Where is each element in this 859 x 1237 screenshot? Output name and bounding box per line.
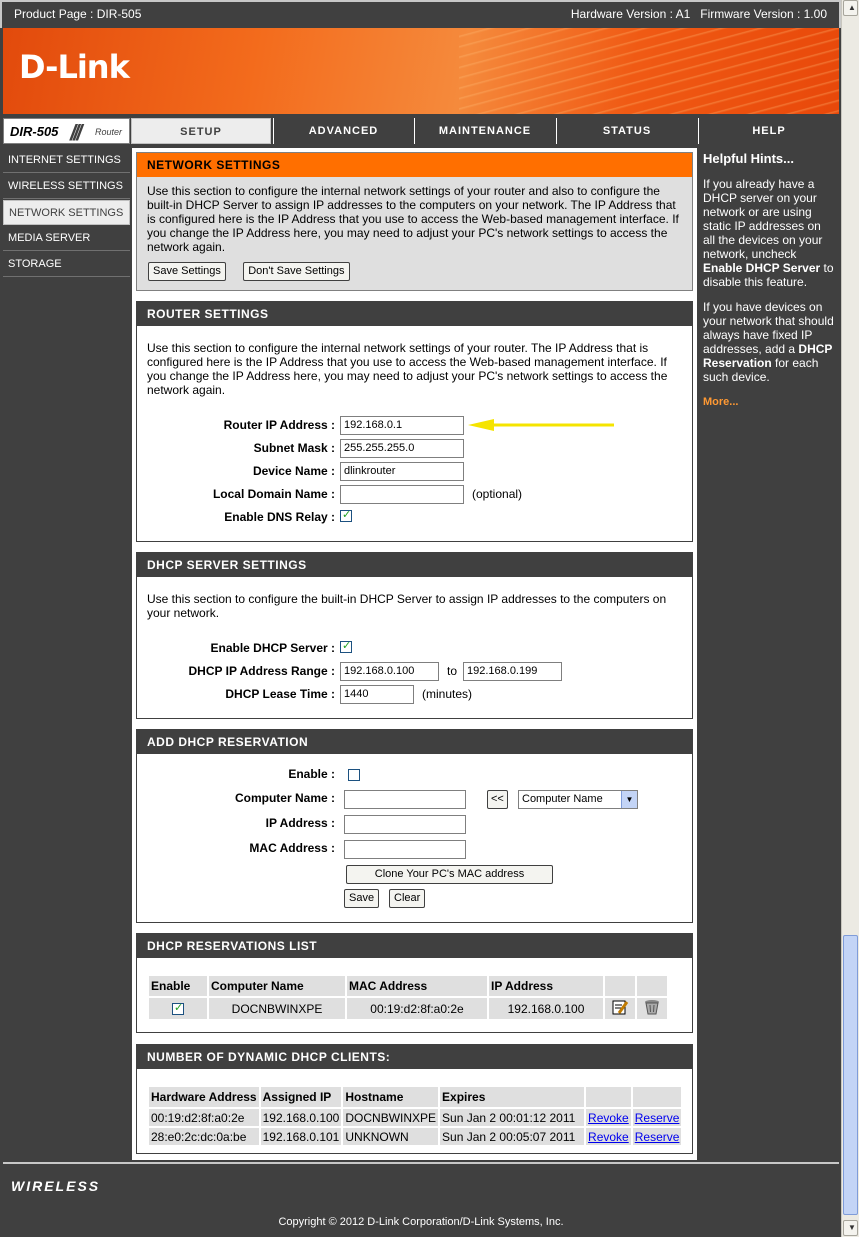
helpful-hints-title: Helpful Hints... [703,151,794,166]
reserve-link[interactable]: Reserve [634,1110,680,1125]
sidebar-item-network[interactable]: NETWORK SETTINGS [3,200,130,225]
add-reservation-title: ADD DHCP RESERVATION [137,730,692,754]
sidebar-item-storage[interactable]: STORAGE [3,252,130,277]
computer-name-select[interactable] [518,790,638,809]
dhcp-range-from-input[interactable]: 192.168.0.100 [340,662,439,681]
client-ip-cell: 192.168.0.100 [262,1110,340,1125]
dns-relay-checkbox[interactable] [340,510,352,522]
revoke-link[interactable]: Revoke [588,1110,629,1125]
dhcp-range-to-input[interactable]: 192.168.0.199 [463,662,562,681]
lease-time-input[interactable]: 1440 [340,685,414,704]
client-reserve-cell [633,1128,682,1145]
dynamic-clients-panel [136,1044,693,1154]
dlink-logo: D-Link [19,48,129,86]
dns-relay-label: Enable DNS Relay : [224,510,335,524]
col-assigned-ip: Assigned IP [261,1087,342,1107]
reservation-delete-cell [637,998,667,1019]
scroll-up-icon[interactable]: ▲ [843,0,858,16]
reservation-name-cell: DOCNBWINXPE [209,998,345,1019]
wireless-logo: WIRELESS [11,1178,101,1194]
reservation-computer-input[interactable] [344,790,466,809]
reservation-row-checkbox[interactable] [172,1003,184,1015]
scroll-down-icon[interactable]: ▼ [843,1220,858,1236]
col-expires: Expires [440,1087,584,1107]
device-name-label: Device Name : [252,464,335,478]
dhcp-range-to-label: to [447,664,458,678]
reservation-mac-input[interactable] [344,840,466,859]
network-settings-title: NETWORK SETTINGS [137,153,692,177]
enable-dhcp-checkbox[interactable] [340,641,352,653]
subnet-mask-input[interactable]: 255.255.255.0 [340,439,464,458]
col-delete [637,976,667,996]
main-nav [3,116,839,146]
clone-mac-button[interactable]: Clone Your PC's MAC address [346,865,553,884]
reservations-list-panel [136,933,693,1033]
network-settings-description: Use this section to configure the internal network settings of your router and also to configure the built-in DHCP Server to assign IP addresses to the computers on your network. The IP Address that is configured here is the IP Address that you use to access the Web-based management interface. If you change the IP Address here, you may need to adjust your PC's network settings to access the network again. [147,184,679,254]
col-edit [605,976,635,996]
reservation-edit-cell [605,998,635,1019]
reservation-mac-label: MAC Address : [249,841,335,855]
sidebar-item-wireless[interactable]: WIRELESS SETTINGS [3,174,130,199]
sidebar-item-internet[interactable]: INTERNET SETTINGS [3,148,130,173]
main-content [132,148,697,1160]
router-settings-panel [136,301,693,542]
client-host-cell: DOCNBWINXPE [345,1110,437,1125]
client-expires-cell: Sun Jan 2 00:05:07 2011 [440,1128,584,1145]
col-hostname: Hostname [343,1087,438,1107]
col-ip-address: IP Address [489,976,603,996]
reservation-computer-label: Computer Name : [234,791,335,805]
reservation-enable-checkbox[interactable] [348,769,360,781]
lease-time-unit: (minutes) [422,687,473,701]
dhcp-server-panel [136,552,693,719]
dynamic-clients-title: NUMBER OF DYNAMIC DHCP CLIENTS: [137,1045,692,1069]
trash-icon[interactable] [643,998,661,1016]
enable-dhcp-label: Enable DHCP Server : [210,641,335,655]
dhcp-range-label: DHCP IP Address Range : [188,664,335,678]
local-domain-hint: (optional) [472,487,523,501]
router-settings-title: ROUTER SETTINGS [137,302,692,326]
hint-dhcp-server: If you already have a DHCP server on your network or are using static IP addresses on all the devices on your network, uncheck Enable DHCP Server to disable this feature. [703,177,834,289]
model-name: DIR-505 [10,124,59,139]
save-settings-button[interactable]: Save Settings [148,262,226,281]
client-mac-cell: 00:19:d2:8f:a0:2e [149,1109,259,1126]
network-settings-panel [136,152,693,291]
brand-banner [3,28,839,114]
more-link[interactable]: More... [703,396,739,408]
product-page-label: Product Page : DIR-505 [14,7,142,21]
col-revoke [586,1087,631,1107]
model-sub: Router [95,127,123,137]
local-domain-label: Local Domain Name : [212,487,335,501]
sidebar [3,148,130,722]
table-header-row [149,1087,681,1107]
reservation-mac-cell: 00:19:d2:8f:a0:2e [347,998,487,1019]
tab-setup[interactable]: SETUP [131,118,271,144]
col-computer-name: Computer Name [209,976,345,996]
tab-help[interactable]: HELP [698,118,839,144]
computer-name-select-value: Computer Name [522,793,603,805]
client-mac-cell: 28:e0:2c:dc:0a:be [149,1128,259,1145]
helpful-hints-panel [699,148,839,1160]
reservation-clear-button[interactable]: Clear [389,889,425,908]
reservation-ip-input[interactable] [344,815,466,834]
copy-computer-name-button[interactable]: << [487,790,508,809]
page-footer [3,1162,839,1237]
tab-status[interactable]: STATUS [556,118,697,144]
scrollbar-thumb[interactable] [843,935,858,1215]
col-hardware-address: Hardware Address [149,1087,259,1107]
client-expires-cell: Sun Jan 2 00:01:12 2011 [440,1109,584,1126]
reservation-enable-label: Enable : [288,767,335,781]
client-host-cell: UNKNOWN [343,1128,438,1145]
client-revoke-cell [586,1128,631,1145]
tab-advanced[interactable]: ADVANCED [273,118,413,144]
router-ip-input[interactable]: 192.168.0.1 [340,416,464,435]
table-header-row [149,976,667,996]
revoke-link[interactable]: Revoke [588,1129,629,1144]
banner-wave-graphic [459,28,839,114]
subnet-mask-label: Subnet Mask : [253,441,335,455]
hint-dhcp-reservation: If you have devices on your network that should always have fixed IP addresses, add a DHCP Reservation for each such device. [703,300,834,384]
table-row [149,1128,681,1145]
table-row [149,1109,681,1126]
chevron-down-icon: ▼ [621,791,637,808]
reservation-ip-cell: 192.168.0.100 [489,998,603,1019]
client-revoke-cell [586,1109,631,1126]
client-reserve-cell [633,1109,682,1126]
add-reservation-panel [136,729,693,923]
copyright-text: Copyright © 2012 D-Link Corporation/D-Link Systems, Inc. [278,1216,564,1228]
col-enable: Enable [149,976,207,996]
reservations-list-title: DHCP RESERVATIONS LIST [137,934,692,958]
version-info: Hardware Version : A1 Firmware Version : 1.00 [570,7,827,21]
tab-maintenance[interactable]: MAINTENANCE [414,118,555,144]
table-row [149,998,667,1019]
router-ip-label: Router IP Address : [223,418,335,432]
dynamic-clients-table [147,1085,683,1147]
reservation-save-button[interactable]: Save [344,889,379,908]
device-name-input[interactable]: dlinkrouter [340,462,464,481]
top-info-bar [0,0,841,28]
col-reserve [633,1087,682,1107]
model-badge [3,118,130,144]
dont-save-settings-button[interactable]: Don't Save Settings [243,262,349,281]
lease-time-label: DHCP Lease Time : [225,687,335,701]
dhcp-server-title: DHCP SERVER SETTINGS [137,553,692,577]
dhcp-server-description: Use this section to configure the built-in DHCP Server to assign IP addresses to the computers on your network. [147,592,667,620]
reservations-table [147,974,669,1021]
col-mac-address: MAC Address [347,976,487,996]
slash-icon: /// [70,120,80,145]
local-domain-input[interactable] [340,485,464,504]
sidebar-item-media-server[interactable]: MEDIA SERVER [3,226,130,251]
router-settings-description: Use this section to configure the internal network settings of your router. The IP Address that is configured here is the IP Address that you use to access the Web-based management interface. If you change the IP Address here, you may need to adjust your PC's network settings to access the network again. [147,341,668,397]
browser-scrollbar[interactable] [841,0,859,1237]
edit-icon[interactable] [611,998,629,1016]
reservation-ip-label: IP Address : [265,816,335,830]
yellow-arrow-annotation-icon [466,416,616,434]
client-ip-cell: 192.168.0.101 [262,1129,340,1144]
reserve-link[interactable]: Reserve [634,1129,680,1144]
reservation-enable-cell [149,998,207,1019]
